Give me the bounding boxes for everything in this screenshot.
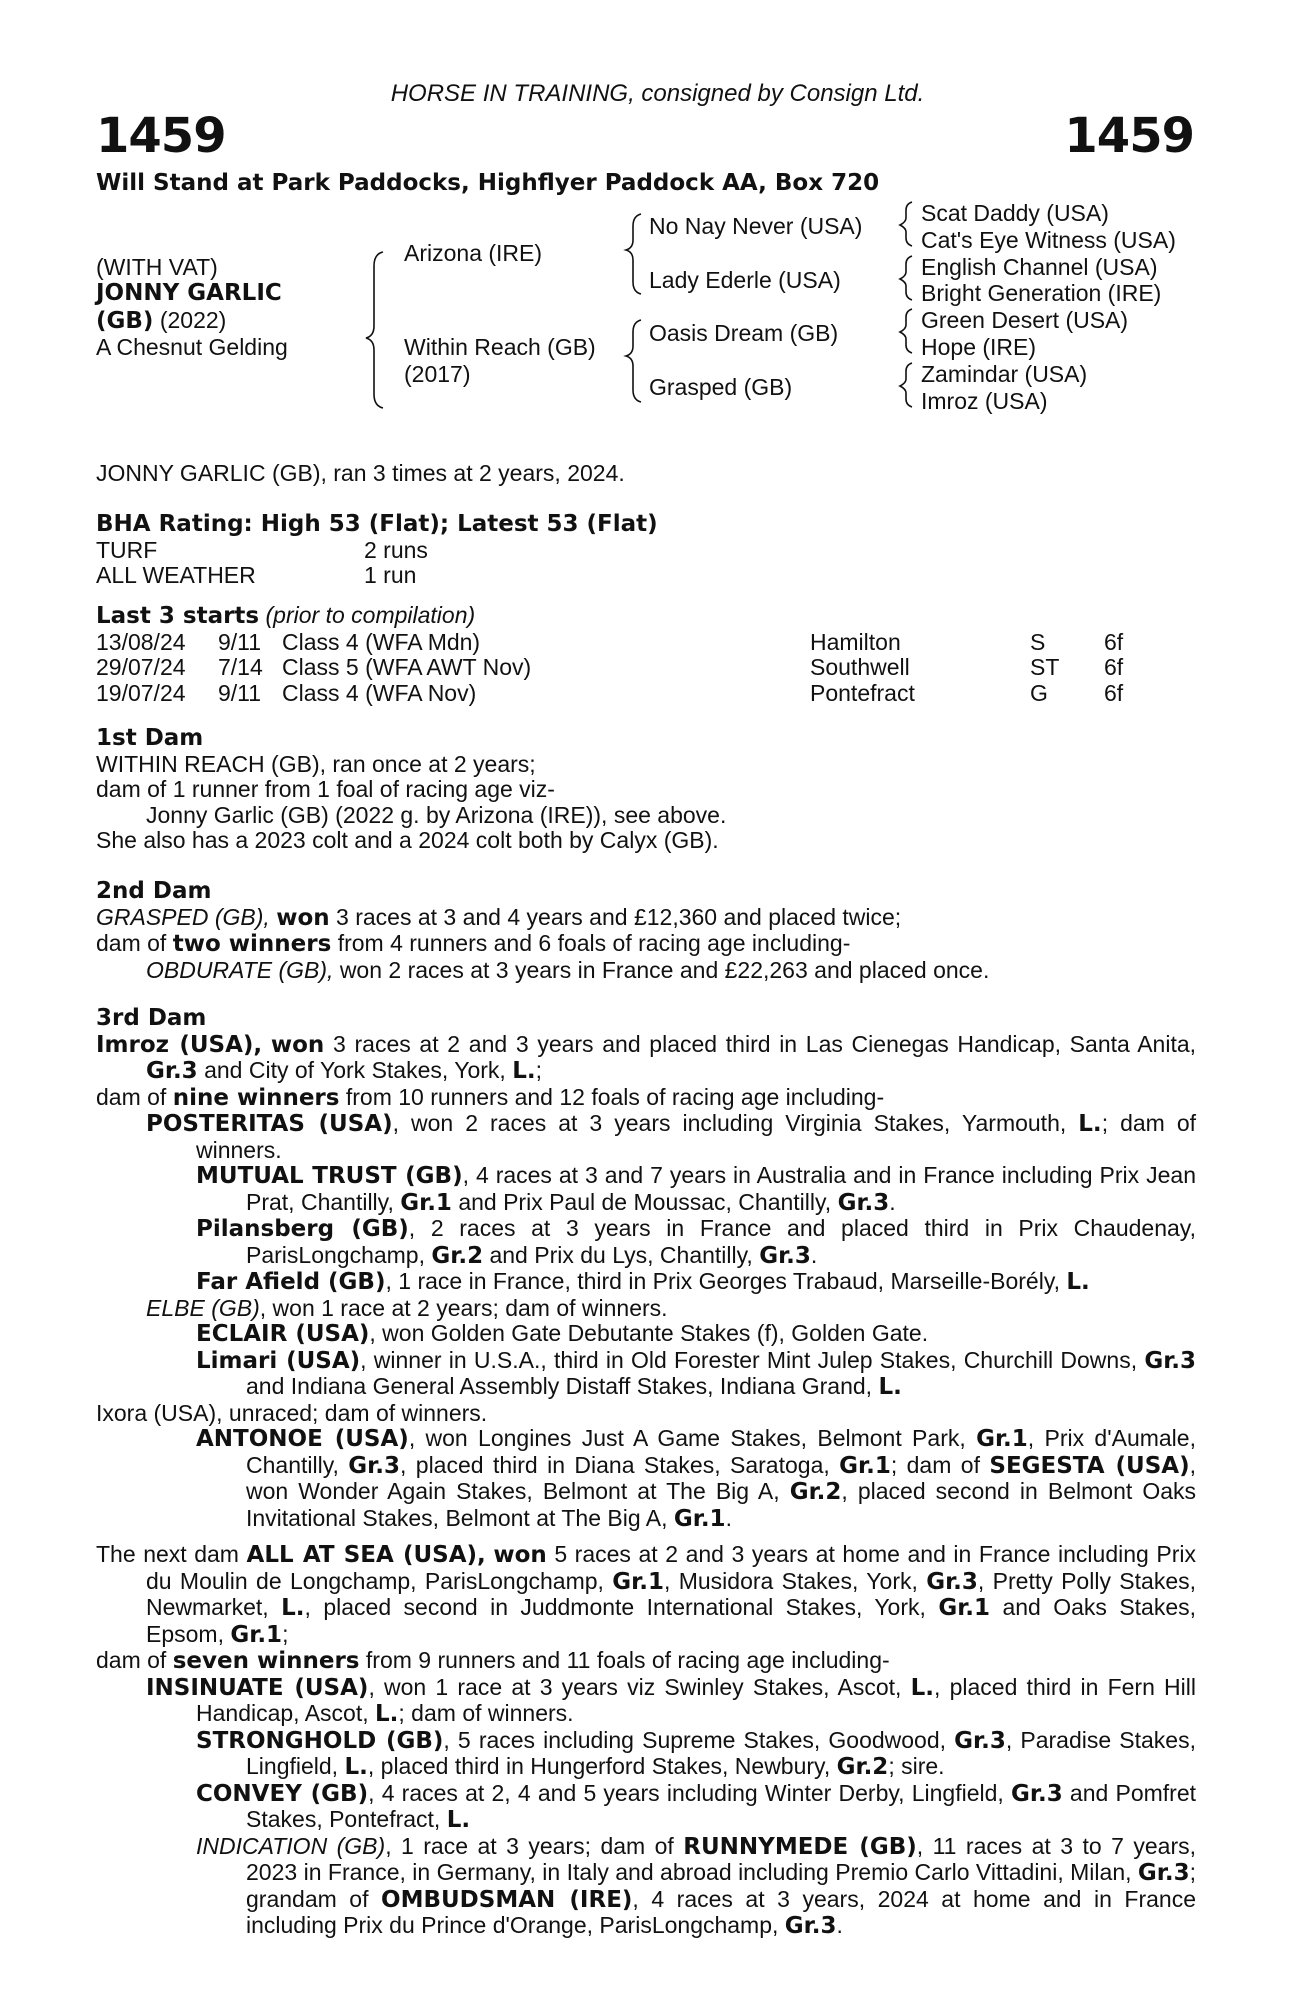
grade-label: Gr.1 bbox=[673, 1505, 726, 1532]
start-distance: 6f bbox=[1104, 654, 1124, 680]
horse-name: JONNY GARLIC bbox=[96, 280, 282, 306]
start-date: 19/07/24 bbox=[96, 679, 186, 706]
pedigree-dam-sire: Oasis Dream (GB) bbox=[649, 320, 839, 346]
listed-label: L. bbox=[281, 1595, 305, 1621]
grade-label: Gr.2 bbox=[431, 1242, 484, 1269]
text: , placed third in Fern Hill Handicap, Ascot, bbox=[196, 1673, 1196, 1726]
third-dam-section bbox=[96, 1006, 1196, 1532]
pedigree-sd-sire: English Channel (USA) bbox=[921, 254, 1158, 280]
grade-label: Gr.2 bbox=[836, 1754, 889, 1780]
third-dam-produce-line bbox=[96, 1085, 1196, 1112]
rating-runs: 2 runs bbox=[364, 536, 428, 563]
pedigree-ss-sire: Scat Daddy (USA) bbox=[921, 200, 1109, 226]
record-text: won 2 races at 3 years in France and £22,263 and placed once. bbox=[339, 956, 990, 983]
first-dam-heading: 1st Dam bbox=[96, 725, 204, 751]
progeny-name: Far Afield (GB) bbox=[196, 1269, 386, 1295]
table-row bbox=[96, 655, 1123, 681]
grade-label: Gr.3 bbox=[784, 1913, 837, 1939]
first-dam-line: dam of 1 runner from 1 foal of racing age viz- bbox=[96, 776, 555, 802]
last-starts-section bbox=[96, 603, 1196, 706]
start-going: S bbox=[1030, 628, 1046, 655]
text: ; dam of winners. bbox=[196, 1110, 1197, 1163]
won-label: won bbox=[493, 1542, 547, 1568]
second-dam-line bbox=[96, 905, 1196, 932]
text: , 2 races at 3 years in France and placed third in Prix Chaudenay, ParisLongchamp, bbox=[246, 1215, 1196, 1268]
pedigree-sire-dam: Lady Ederle (USA) bbox=[649, 267, 841, 293]
text: . bbox=[836, 1912, 843, 1938]
start-position: 9/11 bbox=[218, 628, 262, 655]
text: , 4 races at 2, 4 and 5 years including Winter Derby, Lingfield, bbox=[368, 1779, 1004, 1806]
text: and Oaks Stakes, Epsom, bbox=[146, 1594, 1197, 1647]
grade-label: Gr.3 bbox=[1144, 1347, 1197, 1374]
next-dam-produce-line bbox=[96, 1648, 1196, 1675]
progeny-name: Pilansberg (GB) bbox=[196, 1216, 409, 1242]
start-course: Hamilton bbox=[810, 628, 901, 655]
text: ; sire. bbox=[888, 1753, 945, 1779]
table-row bbox=[96, 630, 1123, 656]
listed-label: L. bbox=[512, 1058, 536, 1084]
text: ; grandam of bbox=[246, 1859, 1196, 1912]
rating-row-turf bbox=[96, 538, 1196, 564]
race-summary: JONNY GARLIC (GB), ran 3 times at 2 years, 2024. bbox=[96, 460, 625, 486]
start-course: Pontefract bbox=[810, 679, 915, 706]
text: dam of bbox=[96, 1647, 167, 1673]
second-dam-heading: 2nd Dam bbox=[96, 878, 212, 904]
imroz-entry bbox=[96, 1032, 1196, 1085]
text: dam of bbox=[96, 930, 167, 956]
last-starts-heading: Last 3 starts bbox=[96, 603, 260, 629]
text: , placed second in Belmont Oaks Invitational Stakes, Belmont at The Big A, bbox=[246, 1478, 1197, 1531]
first-dam-section bbox=[96, 726, 1196, 854]
last-starts-table bbox=[96, 630, 1123, 707]
text: from 4 runners and 6 foals of racing age including- bbox=[337, 930, 851, 956]
progeny-name: INSINUATE (USA) bbox=[146, 1674, 369, 1701]
text: . bbox=[889, 1188, 896, 1215]
text: and City of York Stakes, York, bbox=[204, 1057, 506, 1083]
convey-entry bbox=[96, 1781, 1196, 1834]
text: , won 1 race at 3 years viz Swinley Stakes, Ascot, bbox=[368, 1673, 902, 1700]
text: , placed third in Hungerford Stakes, Newbury, bbox=[367, 1753, 831, 1779]
rating-surface: TURF bbox=[96, 536, 158, 563]
progeny-name: ANTONOE (USA) bbox=[196, 1426, 409, 1452]
far-afield-entry bbox=[96, 1269, 1196, 1296]
winners-count: two winners bbox=[172, 931, 332, 957]
indication-entry bbox=[96, 1834, 1196, 1940]
rating-heading: BHA Rating: High 53 (Flat); Latest 53 (Flat) bbox=[96, 511, 658, 537]
mutual-trust-entry bbox=[96, 1163, 1196, 1216]
text: , won 1 race at 2 years; dam of winners. bbox=[259, 1294, 668, 1321]
pedigree-sd-dam: Bright Generation (IRE) bbox=[921, 280, 1162, 306]
progeny-name: MUTUAL TRUST (GB) bbox=[196, 1163, 463, 1189]
listed-label: L. bbox=[910, 1674, 934, 1701]
first-dam-line: Jonny Garlic (GB) (2022 g. by Arizona (IRE)), see above. bbox=[146, 801, 727, 828]
rating-row-aw bbox=[96, 563, 1196, 589]
text: , placed second in Juddmonte International Stakes, York, bbox=[304, 1594, 926, 1620]
start-race: Class 4 (WFA Nov) bbox=[282, 679, 477, 706]
consignment-line: HORSE IN TRAINING, consigned by Consign Ltd. bbox=[390, 80, 925, 107]
text: ; dam of bbox=[890, 1451, 980, 1478]
winners-count: nine winners bbox=[172, 1084, 340, 1111]
grade-label: Gr.1 bbox=[230, 1621, 283, 1648]
won-label: won bbox=[270, 1031, 325, 1058]
text: 5 races at 2 and 3 years at home and in France including Prix du Moulin de Longchamp, ParisLongchamp, bbox=[146, 1541, 1196, 1594]
text: , Pretty Polly Stakes, Newmarket, bbox=[146, 1567, 1197, 1620]
progeny-name: OMBUDSMAN (IRE) bbox=[381, 1886, 633, 1913]
listed-label: L. bbox=[375, 1701, 399, 1727]
text: The next dam bbox=[96, 1541, 239, 1567]
posteritas-entry bbox=[96, 1111, 1196, 1163]
text: ; bbox=[535, 1057, 543, 1083]
table-row bbox=[96, 681, 1123, 707]
grade-label: Gr.1 bbox=[839, 1452, 891, 1479]
listed-label: L. bbox=[878, 1374, 902, 1400]
pedigree-dam-year: (2017) bbox=[404, 361, 471, 387]
text: . bbox=[725, 1504, 732, 1531]
third-dam-heading: 3rd Dam bbox=[96, 1005, 207, 1031]
rating-runs: 1 run bbox=[364, 562, 417, 588]
grade-label: Gr.1 bbox=[976, 1426, 1028, 1452]
elbe-entry bbox=[96, 1296, 1196, 1322]
lot-number-left: 1459 bbox=[96, 108, 226, 164]
text: 3 races at 2 and 3 years and placed third in Las Cienegas Handicap, Santa Anita, bbox=[333, 1030, 1197, 1057]
text: and Prix Paul de Moussac, Chantilly, bbox=[458, 1188, 832, 1215]
start-distance: 6f bbox=[1104, 679, 1124, 706]
text: from 9 runners and 11 foals of racing age including- bbox=[365, 1647, 890, 1673]
pedigree-ds-dam: Hope (IRE) bbox=[921, 334, 1037, 360]
dam-name: ALL AT SEA (USA), bbox=[246, 1542, 486, 1568]
winners-count: seven winners bbox=[172, 1648, 360, 1674]
rating-surface: ALL WEATHER bbox=[96, 562, 256, 588]
dam-name: Imroz (USA), bbox=[96, 1031, 263, 1058]
progeny-name: ECLAIR (USA) bbox=[196, 1321, 370, 1347]
pedigree-dd-sire: Zamindar (USA) bbox=[921, 361, 1088, 387]
progeny-name: CONVEY (GB) bbox=[196, 1780, 369, 1807]
pilansberg-entry bbox=[96, 1216, 1196, 1269]
text: , won Golden Gate Debutante Stakes (f), Golden Gate. bbox=[369, 1320, 929, 1346]
text: , 5 races including Supreme Stakes, Goodwood, bbox=[443, 1726, 947, 1753]
horse-origin-year bbox=[96, 307, 226, 335]
progeny-name: SEGESTA (USA) bbox=[989, 1452, 1190, 1479]
start-race: Class 5 (WFA AWT Nov) bbox=[282, 654, 532, 680]
text: , 1 race at 3 years; dam of bbox=[385, 1832, 674, 1859]
all-at-sea-entry bbox=[96, 1542, 1196, 1648]
first-dam-line: WITHIN REACH (GB), ran once at 2 years; bbox=[96, 750, 536, 777]
first-dam-line: She also has a 2023 colt and a 2024 colt both by Calyx (GB). bbox=[96, 827, 719, 853]
grade-label: Gr.3 bbox=[1011, 1780, 1063, 1807]
text: , 11 races at 3 to 7 years, 2023 in France, in Germany, in Italy and abroad including Premio Carlo Vittadini, Milan, bbox=[246, 1832, 1197, 1885]
progeny-name: Limari (USA) bbox=[196, 1347, 361, 1374]
grade-label: Gr.1 bbox=[938, 1595, 991, 1621]
grade-label: Gr.3 bbox=[837, 1189, 890, 1216]
limari-entry bbox=[96, 1348, 1196, 1401]
start-position: 9/11 bbox=[218, 679, 262, 706]
record-text: 3 races at 3 and 4 years and £12,360 and placed twice; bbox=[336, 903, 902, 930]
pedigree-sire-sire: No Nay Never (USA) bbox=[649, 213, 863, 239]
listed-label: L. bbox=[1078, 1111, 1102, 1137]
antonoe-entry bbox=[96, 1426, 1196, 1532]
pedigree-ss-dam: Cat's Eye Witness (USA) bbox=[921, 227, 1176, 253]
text: , 4 races at 3 years, 2024 at home and in France including Prix du Prince d'Orange, ParisLongchamp, bbox=[246, 1885, 1196, 1938]
won-label: won bbox=[276, 904, 330, 931]
progeny-name: ELBE (GB) bbox=[146, 1294, 260, 1321]
text: ; bbox=[282, 1620, 289, 1647]
stand-location: Will Stand at Park Paddocks, Highflyer Paddock AA, Box 720 bbox=[96, 170, 880, 196]
text: , Musidora Stakes, York, bbox=[663, 1567, 918, 1594]
grade-label: Gr.3 bbox=[926, 1568, 978, 1595]
pedigree-dam: Within Reach (GB) bbox=[404, 334, 596, 360]
text: , won Wonder Again Stakes, Belmont at The Big A, bbox=[246, 1451, 1196, 1504]
insinuate-entry bbox=[96, 1675, 1196, 1728]
start-race: Class 4 (WFA Mdn) bbox=[282, 628, 481, 655]
text: , Paradise Stakes, Lingfield, bbox=[246, 1726, 1196, 1779]
pedigree-ds-sire: Green Desert (USA) bbox=[921, 307, 1129, 333]
text: and Prix du Lys, Chantilly, bbox=[489, 1241, 753, 1268]
text: , 4 races at 3 and 7 years in Australia and in France including Prix Jean Prat, Chantilly, bbox=[246, 1162, 1196, 1215]
grade-label: Gr.1 bbox=[612, 1568, 664, 1595]
listed-label: L. bbox=[446, 1807, 471, 1833]
text: and Pomfret Stakes, Pontefract, bbox=[246, 1779, 1197, 1832]
last-starts-heading-line bbox=[96, 603, 1196, 630]
second-dam-section bbox=[96, 879, 1196, 983]
progeny-name: POSTERITAS (USA) bbox=[146, 1111, 393, 1137]
pedigree-dam-dam: Grasped (GB) bbox=[649, 374, 793, 400]
lot-number-right: 1459 bbox=[1064, 108, 1194, 164]
grade-label: Gr.1 bbox=[400, 1189, 452, 1216]
grade-label: Gr.3 bbox=[146, 1058, 198, 1084]
eclair-entry bbox=[96, 1321, 1196, 1348]
dam-name: GRASPED (GB), bbox=[96, 903, 270, 930]
text: , Prix d'Aumale, Chantilly, bbox=[246, 1425, 1196, 1478]
start-date: 29/07/24 bbox=[96, 654, 186, 680]
grade-label: Gr.3 bbox=[348, 1452, 400, 1479]
start-course: Southwell bbox=[810, 654, 910, 680]
progeny-name: INDICATION (GB) bbox=[196, 1832, 386, 1859]
text: , winner in U.S.A., third in Old Forester Mint Julep Stakes, Churchill Downs, bbox=[360, 1346, 1138, 1373]
horse-year: (2022) bbox=[159, 307, 227, 333]
text: , won 2 races at 3 years including Virginia Stakes, Yarmouth, bbox=[392, 1110, 1067, 1136]
rating-section bbox=[96, 512, 1196, 589]
vat-note: (WITH VAT) bbox=[96, 254, 218, 280]
text: . bbox=[810, 1241, 818, 1268]
listed-label: L. bbox=[344, 1754, 368, 1780]
text: , won Longines Just A Game Stakes, Belmont Park, bbox=[408, 1425, 966, 1451]
grade-label: Gr.3 bbox=[954, 1727, 1006, 1754]
next-dam-section bbox=[96, 1542, 1196, 1940]
text: dam of bbox=[96, 1083, 167, 1110]
ixora-entry: Ixora (USA), unraced; dam of winners. bbox=[96, 1399, 488, 1426]
listed-label: L. bbox=[1066, 1269, 1090, 1295]
pedigree-dd-dam: Imroz (USA) bbox=[921, 388, 1048, 414]
grade-label: Gr.3 bbox=[1137, 1860, 1190, 1886]
second-dam-line bbox=[96, 931, 1196, 958]
start-date: 13/08/24 bbox=[96, 628, 186, 655]
grade-label: Gr.3 bbox=[759, 1242, 811, 1269]
text: from 10 runners and 12 foals of racing age including- bbox=[345, 1083, 885, 1110]
progeny-name: STRONGHOLD (GB) bbox=[196, 1727, 444, 1754]
stronghold-entry bbox=[96, 1728, 1196, 1781]
start-position: 7/14 bbox=[218, 654, 263, 680]
grade-label: Gr.2 bbox=[789, 1479, 842, 1505]
pedigree-sire: Arizona (IRE) bbox=[404, 240, 543, 266]
second-dam-line bbox=[96, 958, 1196, 984]
progeny-name: RUNNYMEDE (GB) bbox=[683, 1833, 917, 1860]
start-going: G bbox=[1030, 679, 1048, 706]
text: ; dam of winners. bbox=[398, 1700, 574, 1726]
last-starts-note: (prior to compilation) bbox=[265, 602, 476, 628]
start-going: ST bbox=[1030, 654, 1060, 680]
text: , placed third in Diana Stakes, Saratoga, bbox=[399, 1451, 830, 1478]
start-distance: 6f bbox=[1104, 628, 1124, 655]
text: and Indiana General Assembly Distaff Stakes, Indiana Grand, bbox=[246, 1373, 873, 1399]
horse-origin: (GB) bbox=[96, 308, 154, 334]
text: , 1 race in France, third in Prix Georges Trabaud, Marseille-Borély, bbox=[385, 1268, 1060, 1294]
progeny-name: OBDURATE (GB), bbox=[146, 956, 334, 983]
horse-description: A Chesnut Gelding bbox=[96, 334, 288, 360]
